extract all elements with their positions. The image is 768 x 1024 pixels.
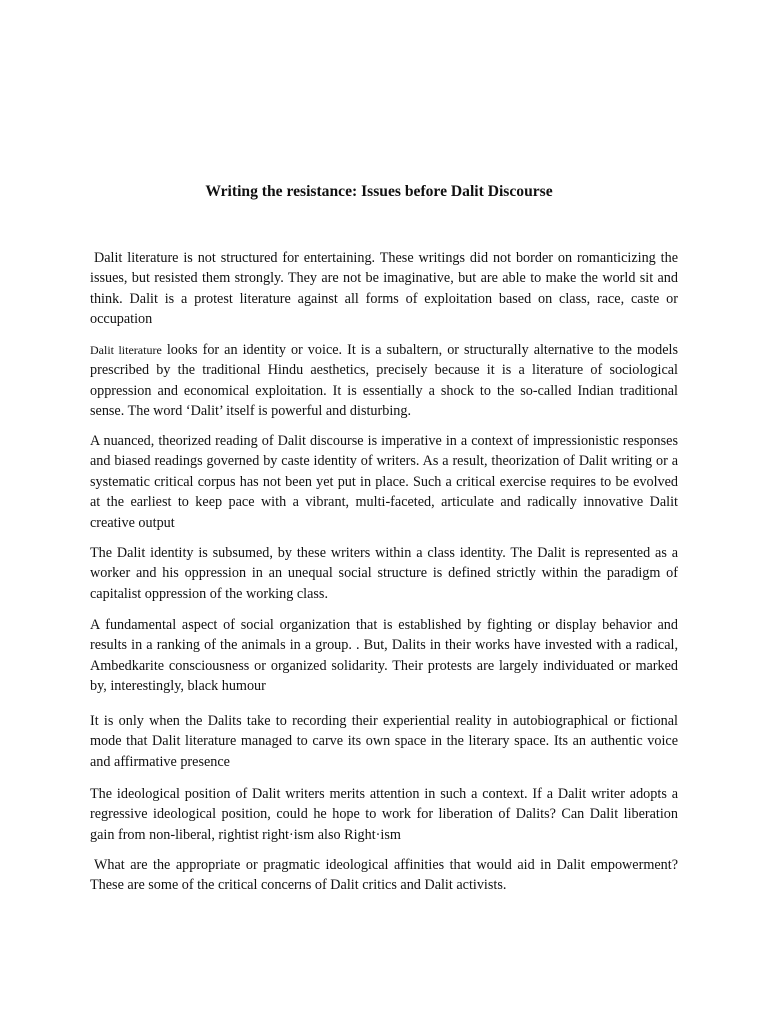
paragraph-2-text: looks for an identity or voice. It is a subaltern, or structurally alternative to the models prescribed by the traditional Hindu aesthetics, precisely because it is a literature of sociological oppression and economical exploitation. It is essentially a shock to the so-called Indian traditional sense. The word ‘Dalit’ itself is powerful and disturbing. — [90, 342, 678, 420]
paragraph-5: A fundamental aspect of social organization that is established by fighting or display behavior and results in a ranking of the animals in a group. . But, Dalits in their works have invested with a radical, Ambedkarite consciousness or organized solidarity. Their protests are largely individuated or marked by, interestingly, black humour — [90, 617, 678, 695]
paragraph-1 — [90, 248, 678, 330]
paragraph-8 — [90, 855, 678, 896]
paragraph-6: It is only when the Dalits take to recording their experiential reality in autobiographical or fictional mode that Dalit literature managed to carve its own space in the literary space. Its an authentic voice and affirmative presence — [90, 713, 678, 770]
document-title: Writing the resistance: Issues before Dalit Discourse — [205, 183, 553, 200]
paragraph-2-lead: Dalit literature — [90, 343, 162, 357]
paragraph-3: A nuanced, theorized reading of Dalit discourse is imperative in a context of impressionistic responses and biased readings governed by caste identity of writers. As a result, theorization of Dalit writing or a systematic critical corpus has not been yet put in place. Such a critical exercise requires to be evolved at the earliest to keep pace with a vibrant, multi-faceted, articulate and radically innovative Dalit creative output — [90, 433, 678, 531]
paragraph-2 — [90, 340, 678, 422]
paragraph-4: The Dalit identity is subsumed, by these writers within a class identity. The Dalit is represented as a worker and his oppression in an unequal social structure is defined strictly within the paradigm of capitalist oppression of the working class. — [90, 545, 678, 602]
paragraph-8-text: What are the appropriate or pragmatic ideological affinities that would aid in Dalit empowerment? These are some of the critical concerns of Dalit critics and Dalit activists. — [90, 857, 678, 894]
paragraph-7: The ideological position of Dalit writers merits attention in such a context. If a Dalit writer adopts a regressive ideological position, could he hope to work for liberation of Dalits? Can Dalit liberation gain from non-liberal, rightist right·ism also Right·ism — [90, 786, 678, 843]
paragraph-1-text: Dalit literature is not structured for entertaining. These writings did not border on romanticizing the issues, but resisted them strongly. They are not be imaginative, but are able to make the world sit and think. Dalit is a protest literature against all forms of exploitation based on class, race, caste or occupation — [90, 250, 678, 328]
